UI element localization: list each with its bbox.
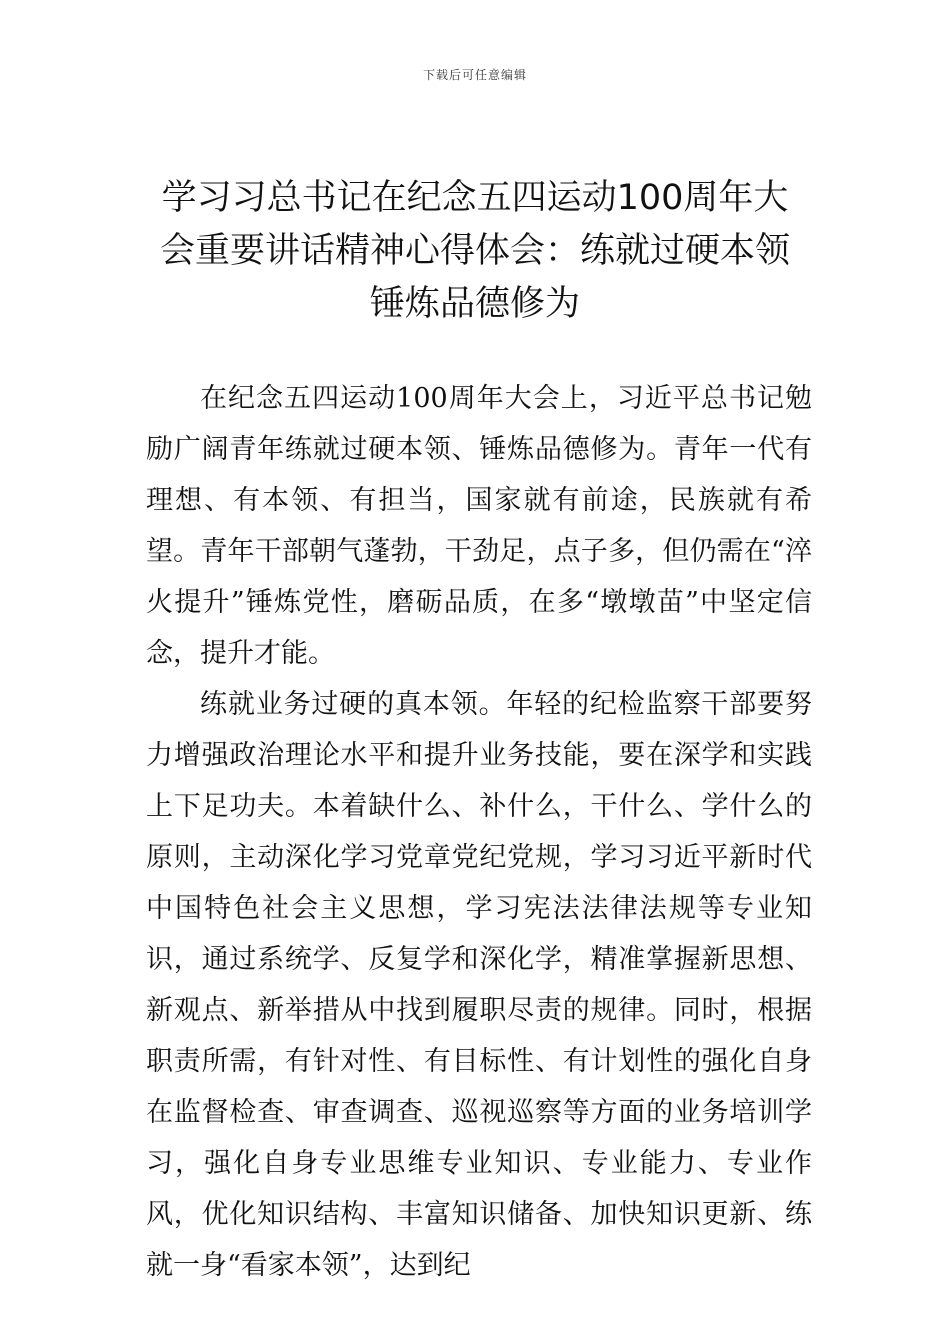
document-title: 学习习总书记在纪念五四运动100周年大会重要讲话精神心得体会：练就过硬本领锤炼品德修为 [159,178,790,324]
page-header-note: 下载后可任意编辑 [422,68,527,82]
document-body [146,373,812,1291]
body-paragraph: 练就业务过硬的真本领。年轻的纪检监察干部要努力增强政治理论水平和提升业务技能，要在深学和实践上下足功夫。本着缺什么、补什么，干什么、学什么的原则，主动深化学习党章党纪党规，学习习近平新时代中国特色社会主义思想，学习宪法法律法规等专业知识，通过系统学、反复学和深化学，精准掌握新思想、新观点、新举措从中找到履职尽责的规律。同时，根据职责所需，有针对性、有目标性、有计划性的强化自身在监督检查、审查调查、巡视巡察等方面的业务培训学习，强化自身专业思维专业知识、专业能力、专业作风，优化知识结构、丰富知识储备、加快知识更新、练就一身“看家本领”，达到纪 [146,689,812,1281]
body-paragraph: 在纪念五四运动100周年大会上，习近平总书记勉励广阔青年练就过硬本领、锤炼品德修为。青年一代有理想、有本领、有担当，国家就有前途，民族就有希望。青年干部朝气蓬勃，干劲足，点子多，但仍需在“淬火提升”锤炼党性，磨砺品质，在多“墩墩苗”中坚定信念，提升才能。 [146,383,812,669]
